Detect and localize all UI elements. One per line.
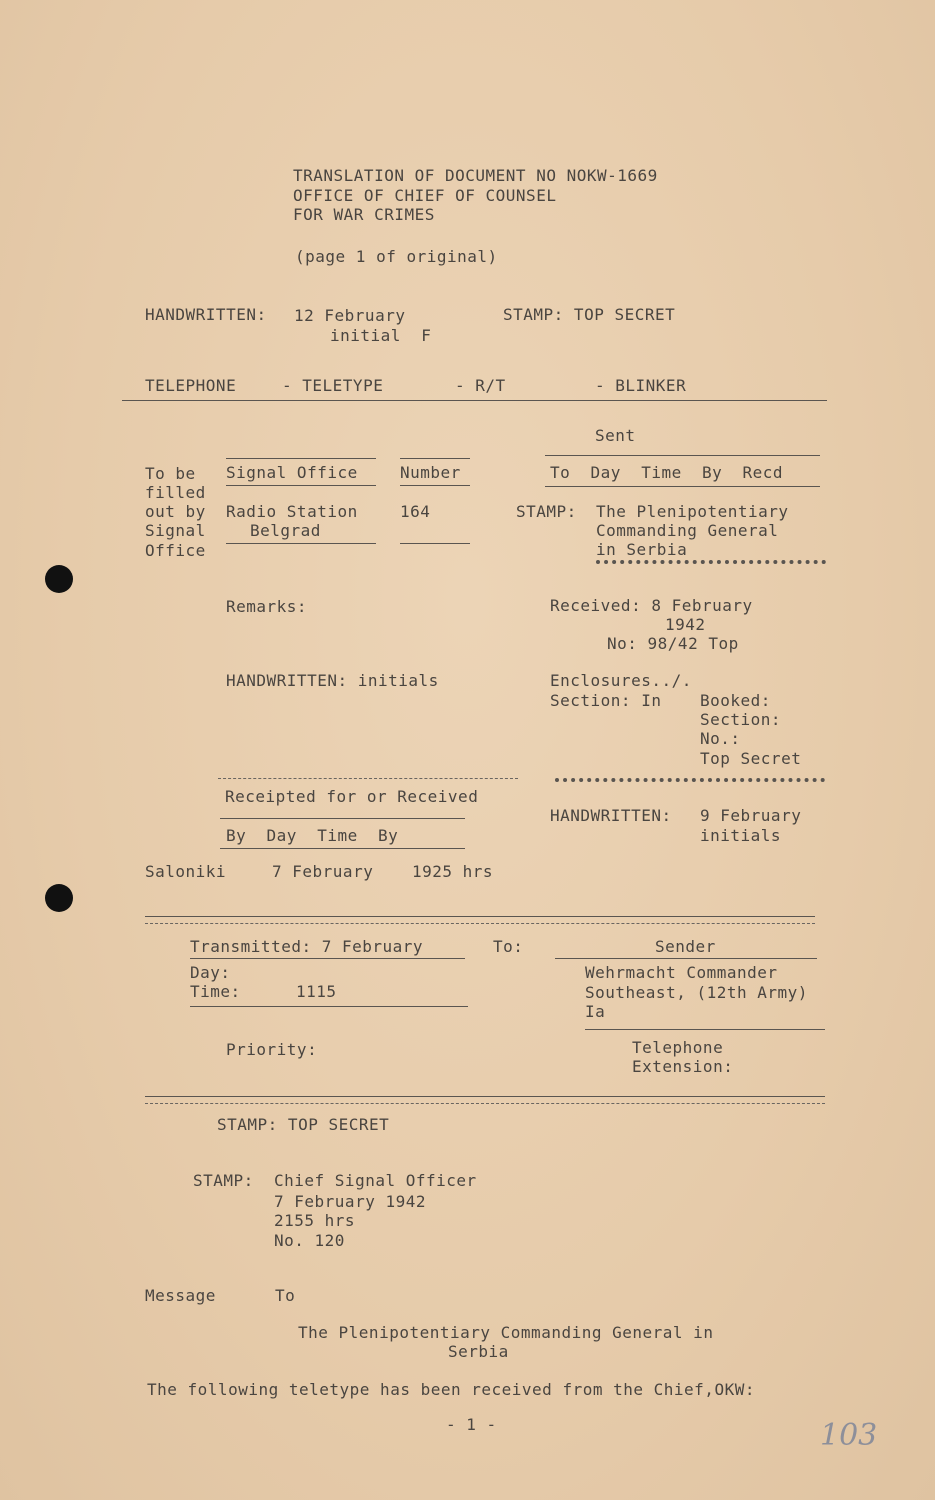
- transmitted-time-value: 1115: [296, 982, 337, 1001]
- top-stamp: STAMP: TOP SECRET: [503, 305, 676, 324]
- no-label: No.:: [700, 729, 741, 748]
- divider: [226, 543, 376, 544]
- mode-rt: - R/T: [455, 376, 506, 395]
- transmitted-label: Transmitted: 7 February: [190, 937, 424, 956]
- page-number: - 1 -: [446, 1415, 497, 1434]
- transmitted-time-label: Time:: [190, 982, 241, 1001]
- chief-stamp-line-3: 2155 hrs: [274, 1211, 356, 1230]
- divider: [145, 1096, 825, 1097]
- to-be-filled-3: out by: [145, 502, 206, 521]
- sent-headers: To Day Time By Recd: [550, 463, 784, 482]
- divider: [218, 778, 518, 779]
- sender-line-3: Ia: [585, 1002, 606, 1021]
- sender-label: Sender: [655, 937, 716, 956]
- transmitted-to: To:: [493, 937, 524, 956]
- divider: [226, 458, 376, 459]
- divider: [400, 543, 470, 544]
- divider: [545, 486, 820, 487]
- message-body: The following teletype has been received from the Chief,OKW:: [147, 1380, 755, 1399]
- message-label: Message: [145, 1286, 216, 1305]
- punch-hole: [45, 565, 73, 593]
- divider: [400, 485, 470, 486]
- radio-station: Radio Station: [226, 502, 358, 521]
- sent-label: Sent: [595, 426, 636, 445]
- handwritten-label: HANDWRITTEN:: [145, 305, 267, 324]
- divider: [145, 916, 815, 917]
- dotted-line: [555, 778, 825, 782]
- received-handwritten-initials: initials: [700, 826, 782, 845]
- divider: [226, 485, 376, 486]
- extension-label: Extension:: [632, 1057, 734, 1076]
- priority-label: Priority:: [226, 1040, 318, 1059]
- receipted-place: Saloniki: [145, 862, 227, 881]
- section-in: Section: In: [550, 691, 662, 710]
- to-be-filled-5: Office: [145, 541, 206, 560]
- sender-line-2: Southeast, (12th Army): [585, 983, 808, 1002]
- handwritten-initial: initial F: [330, 326, 432, 345]
- top-secret-note: Top Secret: [700, 749, 802, 768]
- sent-stamp-line-2: Commanding General: [596, 521, 779, 540]
- handwritten-date: 12 February: [294, 306, 406, 325]
- page-note: (page 1 of original): [295, 247, 498, 266]
- received-handwritten-date: 9 February: [700, 806, 802, 825]
- divider: [122, 400, 827, 401]
- divider: [220, 818, 465, 819]
- divider: [190, 1006, 468, 1007]
- mode-blinker: - BLINKER: [595, 376, 687, 395]
- divider: [555, 958, 817, 959]
- doc-title: TRANSLATION OF DOCUMENT NO NOKW-1669: [293, 166, 658, 185]
- chief-stamp-line-2: 7 February 1942: [274, 1192, 426, 1211]
- message-to-label: To: [275, 1286, 296, 1305]
- message-addressee-1: The Plenipotentiary Commanding General in: [298, 1323, 714, 1342]
- booked: Booked:: [700, 691, 771, 710]
- sent-stamp-label: STAMP:: [516, 502, 577, 521]
- receipted-columns: By Day Time By: [226, 826, 399, 845]
- receipted-label: Receipted for or Received: [225, 787, 479, 806]
- receipted-date: 7 February: [272, 862, 374, 881]
- dotted-line: [596, 560, 826, 564]
- divider: [145, 923, 815, 924]
- receipted-time: 1925 hrs: [412, 862, 494, 881]
- divider: [585, 1029, 825, 1030]
- divider: [220, 848, 465, 849]
- section-2: Section:: [700, 710, 782, 729]
- received-date: Received: 8 February: [550, 596, 753, 615]
- divider: [145, 1103, 825, 1104]
- to-be-filled-1: To be: [145, 464, 196, 483]
- to-be-filled-2: filled: [145, 483, 206, 502]
- divider: [545, 455, 820, 456]
- number-value: 164: [400, 502, 431, 521]
- number-label: Number: [400, 463, 461, 482]
- mode-telephone: TELEPHONE: [145, 376, 237, 395]
- sender-line-1: Wehrmacht Commander: [585, 963, 778, 982]
- doc-office-sub: FOR WAR CRIMES: [293, 205, 435, 224]
- mode-teletype: - TELETYPE: [282, 376, 384, 395]
- doc-office: OFFICE OF CHIEF OF COUNSEL: [293, 186, 557, 205]
- stamp-top-secret: STAMP: TOP SECRET: [217, 1115, 390, 1134]
- punch-hole: [45, 884, 73, 912]
- chief-stamp-line-1: Chief Signal Officer: [274, 1171, 477, 1190]
- telephone-label: Telephone: [632, 1038, 724, 1057]
- to-be-filled-4: Signal: [145, 521, 206, 540]
- remarks-handwritten: HANDWRITTEN: initials: [226, 671, 439, 690]
- enclosures: Enclosures../.: [550, 671, 692, 690]
- received-year: 1942: [665, 615, 706, 634]
- chief-stamp-label: STAMP:: [193, 1171, 254, 1190]
- belgrad: Belgrad: [250, 521, 321, 540]
- sent-stamp-line-1: The Plenipotentiary: [596, 502, 789, 521]
- handwritten-page-number: 103: [820, 1418, 878, 1453]
- received-number: No: 98/42 Top: [607, 634, 739, 653]
- divider: [400, 458, 470, 459]
- remarks-label: Remarks:: [226, 597, 308, 616]
- transmitted-day: Day:: [190, 963, 231, 982]
- signal-office-label: Signal Office: [226, 463, 358, 482]
- message-addressee-2: Serbia: [448, 1342, 509, 1361]
- chief-stamp-line-4: No. 120: [274, 1231, 345, 1250]
- sent-stamp-line-3: in Serbia: [596, 540, 688, 559]
- divider: [190, 958, 465, 959]
- received-handwritten-label: HANDWRITTEN:: [550, 806, 672, 825]
